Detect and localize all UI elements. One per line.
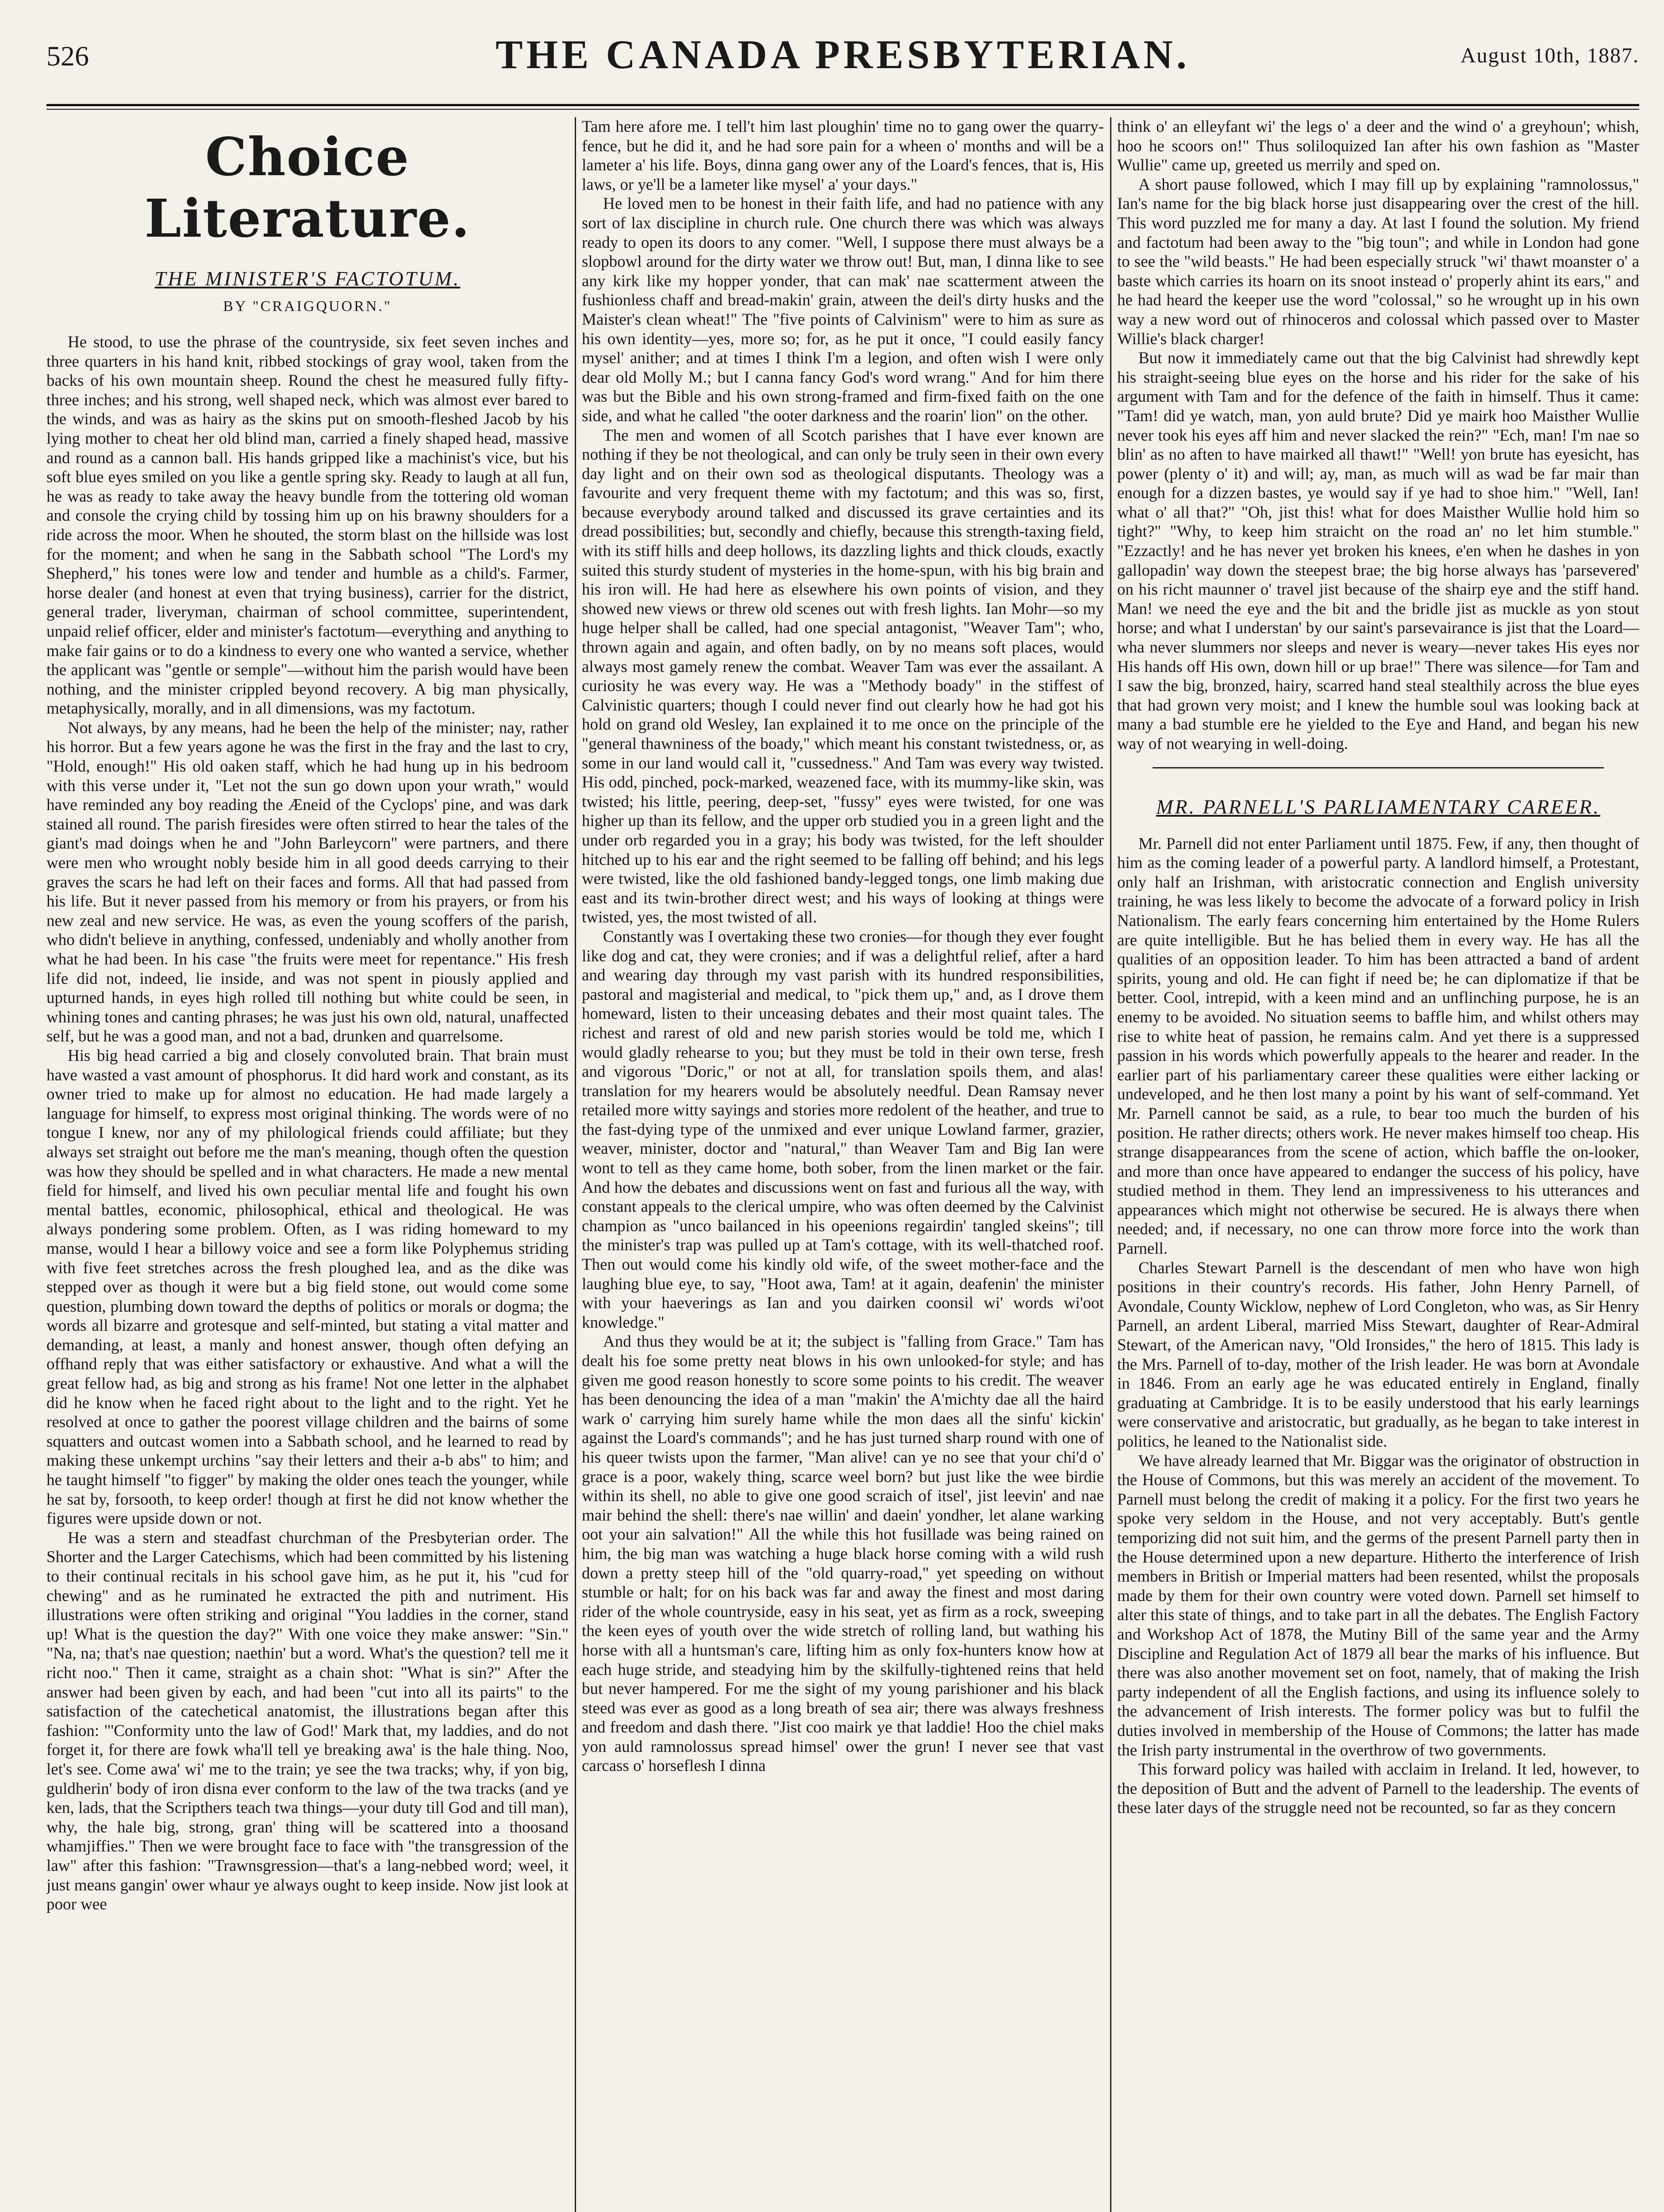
column-divider <box>1110 117 1111 2212</box>
paragraph: He loved men to be honest in their faith life, and had no patience with any sort of lax discipline in church rule. One church there was which was always ready to open its doors to any comer. "Well, I suppose there must always be a slopbowl around for the dirty water we throw out! But, man, I dinna like to see any kirk like my hopper yonder, that can mak' nae scatterment atween the fushionless chaff and bread-makin' grain, atween the deil's dirty husks and the Maister's clean wheat!" The "five points of Calvinism" were to him as sure as his own identity—yes, more so; for, as he put it once, "I could easily fancy mysel' anither; and at times I think I'm a legion, and often wish I were only dear old Molly M.; but I canna fancy God's word wrang." And for him there was but the Bible and his own strong-framed and firm-fixed faith on the one side, and what he called "the ooter darkness and the roarin' lion" on the other. <box>582 195 1104 425</box>
article-byline: BY "CRAIGQUORN." <box>223 298 392 315</box>
paragraph: A short pause followed, which I may fill up by explaining "ramnolossus," Ian's name for the big black horse just disappearing over the crest of the hill. This word puzzled me for many a day. At last I found the solution. My friend and factotum had been away to the "big toun"; and while in London had gone to see the "wild beasts." He had been especially struck "wi' thawt moanster o' a baste which carries its hoarn on its snoot instead o' properly ahint its ears," and he had heard the keeper use the word "colossal," so he wrought up in his own way a new word out of rhinoceros and colossal which passed over to Master Willie's black charger! <box>1117 175 1639 348</box>
article-title: MR. PARNELL'S PARLIAMENTARY CAREER. <box>1156 795 1600 818</box>
article-separator <box>1153 767 1604 768</box>
page-number: 526 <box>46 40 89 72</box>
column-2 <box>582 117 1104 2212</box>
paragraph: The men and women of all Scotch parishes that I have ever known are nothing if they be not theological, and can only be truly seen in their own every day light and on their own sod as theological disputants. Theology was a favourite and very frequent theme with my factotum; and this was so, first, because everybody around talked and discussed its grave certainties and its dread possibilities; but, secondly and chiefly, because this strength-taxing field, with its stiff hills and deep hollows, its dazzling lights and thick clouds, exactly suited this sturdy student of mysteries in the home-spun, with his big brain and his iron will. He had here as elsewhere his own points of vision, and they showed new views or threw old scenes out with fresh lights. Ian Mohr—so my huge helper shall be called, had one special antagonist, "Weaver Tam"; who, thrown again and again, and often badly, on by no means soft places, would always most gamely renew the combat. Weaver Tam was ever the assailant. A curiosity he was every way. He was a "Methody boady" in the stiffest of Calvinistic quarters; though I could never find out clearly how he had got his hold on grand old Wesley, Ian explained it to me once on the principle of the "general thawniness of the boady," which meant his constant twistedness, or, as some in our land would call it, "cussedness." And Tam was every way twisted. His odd, pinched, pock-marked, weazened face, with its mummy-like skin, was twisted; his little, peering, deep-set, "fussy" eyes were twisted, for one was higher up than its fellow, and the upper orb studied you in a green light and the under orb regarded you in a gray; his body was twisted, for the left shoulder hitched up to his ear and the right seemed to be falling off behind; and his legs were twisted, like the old fashioned bandy-legged tongs, one limb making due east and its twin-brother direct west; and his ways of looking at things were twisted, yes, the most twisted of all. <box>582 426 1104 927</box>
section-heading: Choice Literature. <box>144 126 471 249</box>
paragraph: He was a stern and steadfast churchman of the Presbyterian order. The Shorter and the Larger Catechisms, which had been committed by his listening to their continual recitals in his school gave him, as he put it, his "cud for chewing" and as he ruminated he extracted the pith and nutriment. His illustrations were often striking and original "You laddies in the corner, stand up! What is the question the day?" With one voice they make answer: "Sin." "Na, na; that's nae question; naethin' but a word. What's the question? tell me it richt noo." Then it came, straight as a chain shot: "What is sin?" After the answer had been given by each, and had been "cut into all its pairts" to the satisfaction of the catechetical anatomist, the illustrations began after this fashion: "'Conformity unto the law of God!' Mark that, my laddies, and do not forget it, for there are fowk wha'll tell ye breaking awa' is the hale thing. Noo, let's see. Come awa' wi' me to the train; ye see the twa tracks; why, if yon big, guldherin' body of iron disna ever conform to the law of the twa tracks (and ye ken, lads, that the Scripthers teach twa things—your duty till God and till man), why, the hale big, strong, gran' thing will be scattered into a thoosand whamjiffies." Then we were brought face to face with "the transgression of the law" after this fashion: "Trawnsgression—that's a lang-nebbed word; weel, it just means gangin' ower whaur ye always ought to keep inside. Now jist look at poor wee <box>46 1528 569 1914</box>
paragraph: Tam here afore me. I tell't him last ploughin' time no to gang ower the quarry-fence, but he did it, and he had sore pain for a wheen o' months and will be a lameter a' his life. Boys, dinna gang ower any of the Loard's fences, that is, His laws, or ye'll be a lameter like mysel' a' your days." <box>582 118 1104 194</box>
newspaper-title: THE CANADA PRESBYTERIAN. <box>496 32 1190 77</box>
column-1 <box>46 117 569 2212</box>
paragraph: And thus they would be at it; the subject is "falling from Grace." Tam has dealt his foe some pretty neat blows in his own unlooked-for style; and has given me good reason honestly to score some points to his credit. The weaver has been denouncing the idea of a man "makin' the A'michty dae all the haird wark o' carrying him surely hame while the mon daes all the sinfu' kickin' against the Loard's commands"; and he has just turned sharp round with one of his queer twists upon the farmer, "Man alive! can ye no see that your chi'd o' grace is a poor, wakely thing, scarce weel born? but just like the wee birdie within its shell, no able to give one good scraich of itsel', jist leevin' and nae mair behind the shell: there's nae willin' and daein' yondher, let alane warking oot your ain salvation!" All the while this hot fusillade was being rained on him, the big man was watching a huge black horse coming with a wild rush down a pretty steep hill of the "old quarry-road," yet speeding on without stumble or halt; for on his back was far and away the finest and most daring rider of the whole countryside, easy in his seat, yet as firm as a rock, sweeping the keen eyes of youth over the wide stretch of rolling land, but wathing his horse with all a huntsman's care, lifting him as only fox-hunters know how at each huge stride, and steadying him by the skilfully-tightened reins that held but never hampered. For me the sight of my young parishioner and his black steed was ever as good as a long breath of sea air; there was always freshness and freedom and dash there. "Jist coo mairk ye that laddie! Hoo the chiel maks yon auld ramnolossus spread himsel' ower the grun! I never see that vast carcass o' horseflesh I dinna <box>582 1333 1104 1775</box>
paragraph: Constantly was I overtaking these two cronies—for though they ever fought like dog and cat, they were cronies; and if was a delightful relief, after a hard and wearing day through my vast parish with its hundred responsibilities, pastoral and magisterial and medical, to "pick them up," and, as I drove them homeward, listen to their unceasing debates and their most quaint tales. The richest and rarest of old and new parish stories would be told me, which I would gladly rehearse to you; but they must be told in their own terse, fresh and vigorous "Doric," or not at all, for translation spoils them, and alas! translation for my hearers would be absolutely needful. Dean Ramsay never retailed more witty sayings and stories more redolent of the heather, and true to the fast-dying type of the unmixed and ever unique Lowland farmer, grazier, weaver, minister, doctor and "natural," than Weaver Tam and Big Ian were wont to tell as they came home, both sober, from the linen market or the fair. And how the debates and discussions went on fast and furious all the way, with constant appeals to the clerical umpire, who was often deemed by the Calvinist champion as "unco bailanced in his opeenions regairdin' tangled skeins"; till the minister's trap was pulled up at Tam's cottage, with its well-thatched roof. Then out would come his kindly old wife, of the sweet mother-face and the laughing blue eye, to say, "Hoot awa, Tam! at it again, deafenin' the minister with your haeverings as Ian and you dairken coonsil wi' words wi'oot knowledge." <box>582 927 1104 1332</box>
paragraph: think o' an elleyfant wi' the legs o' a deer and the wind o' a greyhoun'; whish, hoo he scoors on!" Thus soliloquized Ian after his own fashion as "Master Wullie" came up, greeted us merrily and sped on. <box>1117 118 1639 175</box>
column-3 <box>1117 117 1639 2212</box>
paragraph: We have already learned that Mr. Biggar was the originator of obstruction in the House of Commons, but this was merely an accident of the movement. To Parnell must belong the credit of making it a policy. For the first two years he spoke very seldom in the House, and not very acceptably. Butt's gentle temporizing did not suit him, and the germs of the present Parnell party then in the House determined upon a new departure. Hitherto the interference of Irish members in British or Imperial matters had been resented, whilst the proposals made by them for their own country were voted down. Parnell set himself to alter this state of things, and to take part in all the debates. The English Factory and Workshop Act of 1878, the Mutiny Bill of the same year and the Army Discipline and Regulation Act of 1879 all bear the marks of his influence. But there was also another movement set on foot, namely, that of making the Irish party independent of all the English factions, and using its influence solely to the advancement of Irish interests. The former policy was but to fulfil the duties involved in membership of the House of Commons; the latter has made the Irish party instrumental in the overthrow of two governments. <box>1117 1452 1639 1759</box>
paragraph: Charles Stewart Parnell is the descendant of men who have won high positions in their country's records. His father, John Henry Parnell, of Avondale, County Wicklow, nephew of Lord Congleton, who was, as Sir Henry Parnell, an ardent Liberal, married Miss Stewart, daughter of Rear-Admiral Stewart, of the American navy, "Old Ironsides," the hero of 1815. This lady is the Mrs. Parnell of to-day, mother of the Irish leader. He was born at Avondale in 1846. From an early age he was educated entirely in England, finally graduating at Cambridge. It is to be easily understood that his early learnings were conservative and aristocratic, but gradually, as he began to take interest in politics, he leaned to the Nationalist side. <box>1117 1259 1639 1451</box>
masthead-rule <box>46 104 1639 110</box>
paragraph: Not always, by any means, had he been the help of the minister; nay, rather his horror. But a few years agone he was the first in the fray and the last to cry, "Hold, enough!" His old oaken staff, which he had hung up in his bedroom with this verse under it, "Let not the sun go down upon your wrath," would have reminded any boy reading the Æneid of the Cyclops' pine, and was dark stained all round. The parish firesides were often stirred to hear the tales of the giant's mad doings when he and "John Barleycorn" were partners, and there were men who wrought nobly beside him in all good deeds carrying to their graves the scars he had left on their faces and forms. All that had passed from his life. But it never passed from his memory or from his prayers, or from his new zeal and new service. He was, as even the young scoffers of the parish, who didn't believe in anything, confessed, undeniably and wholly another from what he had been. In his case "the fruits were meet for repentance." His fresh life did not, indeed, lie inside, and was not spent in piously applied and upturned hands, in eyes high rolled till nothing but white could be seen, in whining tones and canting phrases; he was just his own old, natural, unaffected self, but he was a good man, and not a bad, drunken and quarrelsome. <box>46 718 569 1046</box>
article-title: THE MINISTER'S FACTOTUM. <box>154 267 461 290</box>
paragraph: His big head carried a big and closely convoluted brain. That brain must have wasted a vast amount of phosphorus. It did hard work and constant, as its owner tried to make up for almost no education. He had made largely a language for himself, to express most original thinking. The words were of no tongue I knew, nor any of my philological friends could affiliate; but they always set straight out before me the man's meaning, though often the question was how they should be spelled and in what characters. He made a new mental field for himself, and lived his own peculiar mental life and fought his own mental battles, economic, philosophical, ethical and theological. He was always pondering some problem. Often, as I was riding homeward to my manse, would I hear a billowy voice and see a form like Polyphemus striding with five feet stretches across the fresh ploughed lea, and as the dike was stepped over as though it were but a big field stone, out would come some question, plumbing down toward the depths of politics or morals or dogma; the words all bizarre and grotesque and self-minted, but stating a vital matter and demanding, at least, a manly and honest answer, though often defying an offhand reply that was either satisfactory or exhaustive. And what a will the great fellow had, as big and strong as his frame! Not one letter in the alphabet did he know when he faced right about to the light and to the right. Yet he resolved at once to gather the poorest village children and the bairns of some squatters and outcast women into a Sabbath school, and he learned to read by making these unkempt urchins "say their letters and their a-b abs" to him; and he taught himself "to figger" by making the older ones teach the younger, while he sat by, forsooth, to keep order! though at first he did not know whether the figures were upside down or not. <box>46 1046 569 1528</box>
paragraph: But now it immediately came out that the big Calvinist had shrewdly kept his straight-seeing blue eyes on the horse and his rider for the sake of his argument with Tam and for the defence of the faith in himself. Thus it came: "Tam! did ye watch, man, yon auld brute? Did ye mairk hoo Maisther Wullie never took his eyes aff him and never slacked the rein?" "Ech, man! I'm nae so blin' as no aften to have mairked all thawt!" "Well! yon brute has eyesicht, has power (plenty o' it) and will; ay, man, as much will as wad be far mair than enough for a dizzen bastes, ye would say if ye had to shoe him." "Well, Ian! what o' all that?" "Oh, jist this! what for does Maisther Wullie hold him so tight?" "Why, to keep him straicht on the road an' no let him stumble." "Ezzactly! and he has never yet broken his knees, e'en when he dashes in yon gallopadin' way down the steepest brae; the big horse always has 'parsevered' on his richt maunner o' travel jist because of the shairp eye and the stiff hand. Man! we need the eye and the bit and the bridle jist as muckle as yon stout horse; and what I understan' by our saint's parsevairance is jist that the Loard—wha never slummers nor sleeps and never is weary—never takes His eyes nor His hands off His own, down hill or up brae!" There was silence—for Tam and I saw the big, bronzed, hairy, scarred hand steal stealthily across the blue eyes that had grown very moist; and I knew the humble soul was looking back at many a bad stumble ere he yielded to the Eye and Hand, and began his new way of not wearying in well-doing. <box>1117 349 1639 753</box>
paragraph: This forward policy was hailed with acclaim in Ireland. It led, however, to the deposition of Butt and the advent of Parnell to the leadership. The events of these later days of the struggle need not be recounted, so far as they concern <box>1117 1760 1639 1817</box>
masthead <box>46 27 1639 93</box>
column-divider <box>575 117 576 2212</box>
paragraph: Mr. Parnell did not enter Parliament until 1875. Few, if any, then thought of him as the coming leader of a powerful party. A landlord himself, a Protestant, only half an Irishman, with aristocratic connection and English university training, he was less likely to become the advocate of a forward policy in Irish Nationalism. The early fears concerning him entertained by the Home Rulers are quite intelligible. But he has belied them in every way. He has all the qualities of an opposition leader. To him has been attracted a band of ardent spirits, young and old. He can fight if need be; he can diplomatize if that be better. Cool, intrepid, with a keen mind and an unflinching purpose, he is an enemy to be avoided. No situation seems to baffle him, and whilst others may rise to white heat of passion, he remains calm. And yet there is a suppressed passion in his words which powerfully appeals to the hearer and reader. In the earlier part of his parliamentary career these qualities were either lacking or undeveloped, and he then lost many a point by his want of self-command. Yet Mr. Parnell cannot be said, as a rule, to bear too much the burden of his position. He rather directs; others work. He never makes himself too cheap. His strange disappearances from the scene of action, which baffle the on-looker, and more than once have appeared to endanger the success of his policy, have studied method in them. They lend an impressiveness to his utterances and appearances which might not otherwise be secured. He is always there when needed; and, if necessary, no one can throw more force into the work than Parnell. <box>1117 834 1639 1258</box>
issue-date: August 10th, 1887. <box>1460 44 1639 67</box>
paragraph: He stood, to use the phrase of the countryside, six feet seven inches and three quarters in his hand knit, ribbed stockings of gray wool, taken from the backs of his own mountain sheep. Round the chest he measured fully fifty-three inches; and his strong, well shaped neck, which was almost ever bared to the winds, and was as hairy as the skins put on smooth-fleshed Jacob by his lying mother to cheat her old blind man, carried a finely shaped head, massive and round as a cannon ball. His hands gripped like a machinist's vice, but his soft blue eyes smiled on you like a gentle spring sky. Ready to laugh at all fun, he was as ready to take away the heavy bundle from the tottering old woman and console the crying child by tossing him up on his brawny shoulders for a ride across the moor. When he shouted, the storm blast on the hillside was lost for the moment; and when he sang in the Sabbath school "The Lord's my Shepherd," his tones were low and tender and humble as a child's. Farmer, horse dealer (and honest at even that trying business), carrier for the district, general trader, liveryman, chairman of school committee, superintendent, unpaid relief officer, elder and minister's factotum—everything and anything to make fair gains or to do a kindness to every one who wanted a service, whether the applicant was "gentle or semple"—without him the parish would have been nothing, and the minister crippled beyond recovery. A big man physically, metaphysically, morally, and in all dimensions, was my factotum. <box>46 333 569 718</box>
